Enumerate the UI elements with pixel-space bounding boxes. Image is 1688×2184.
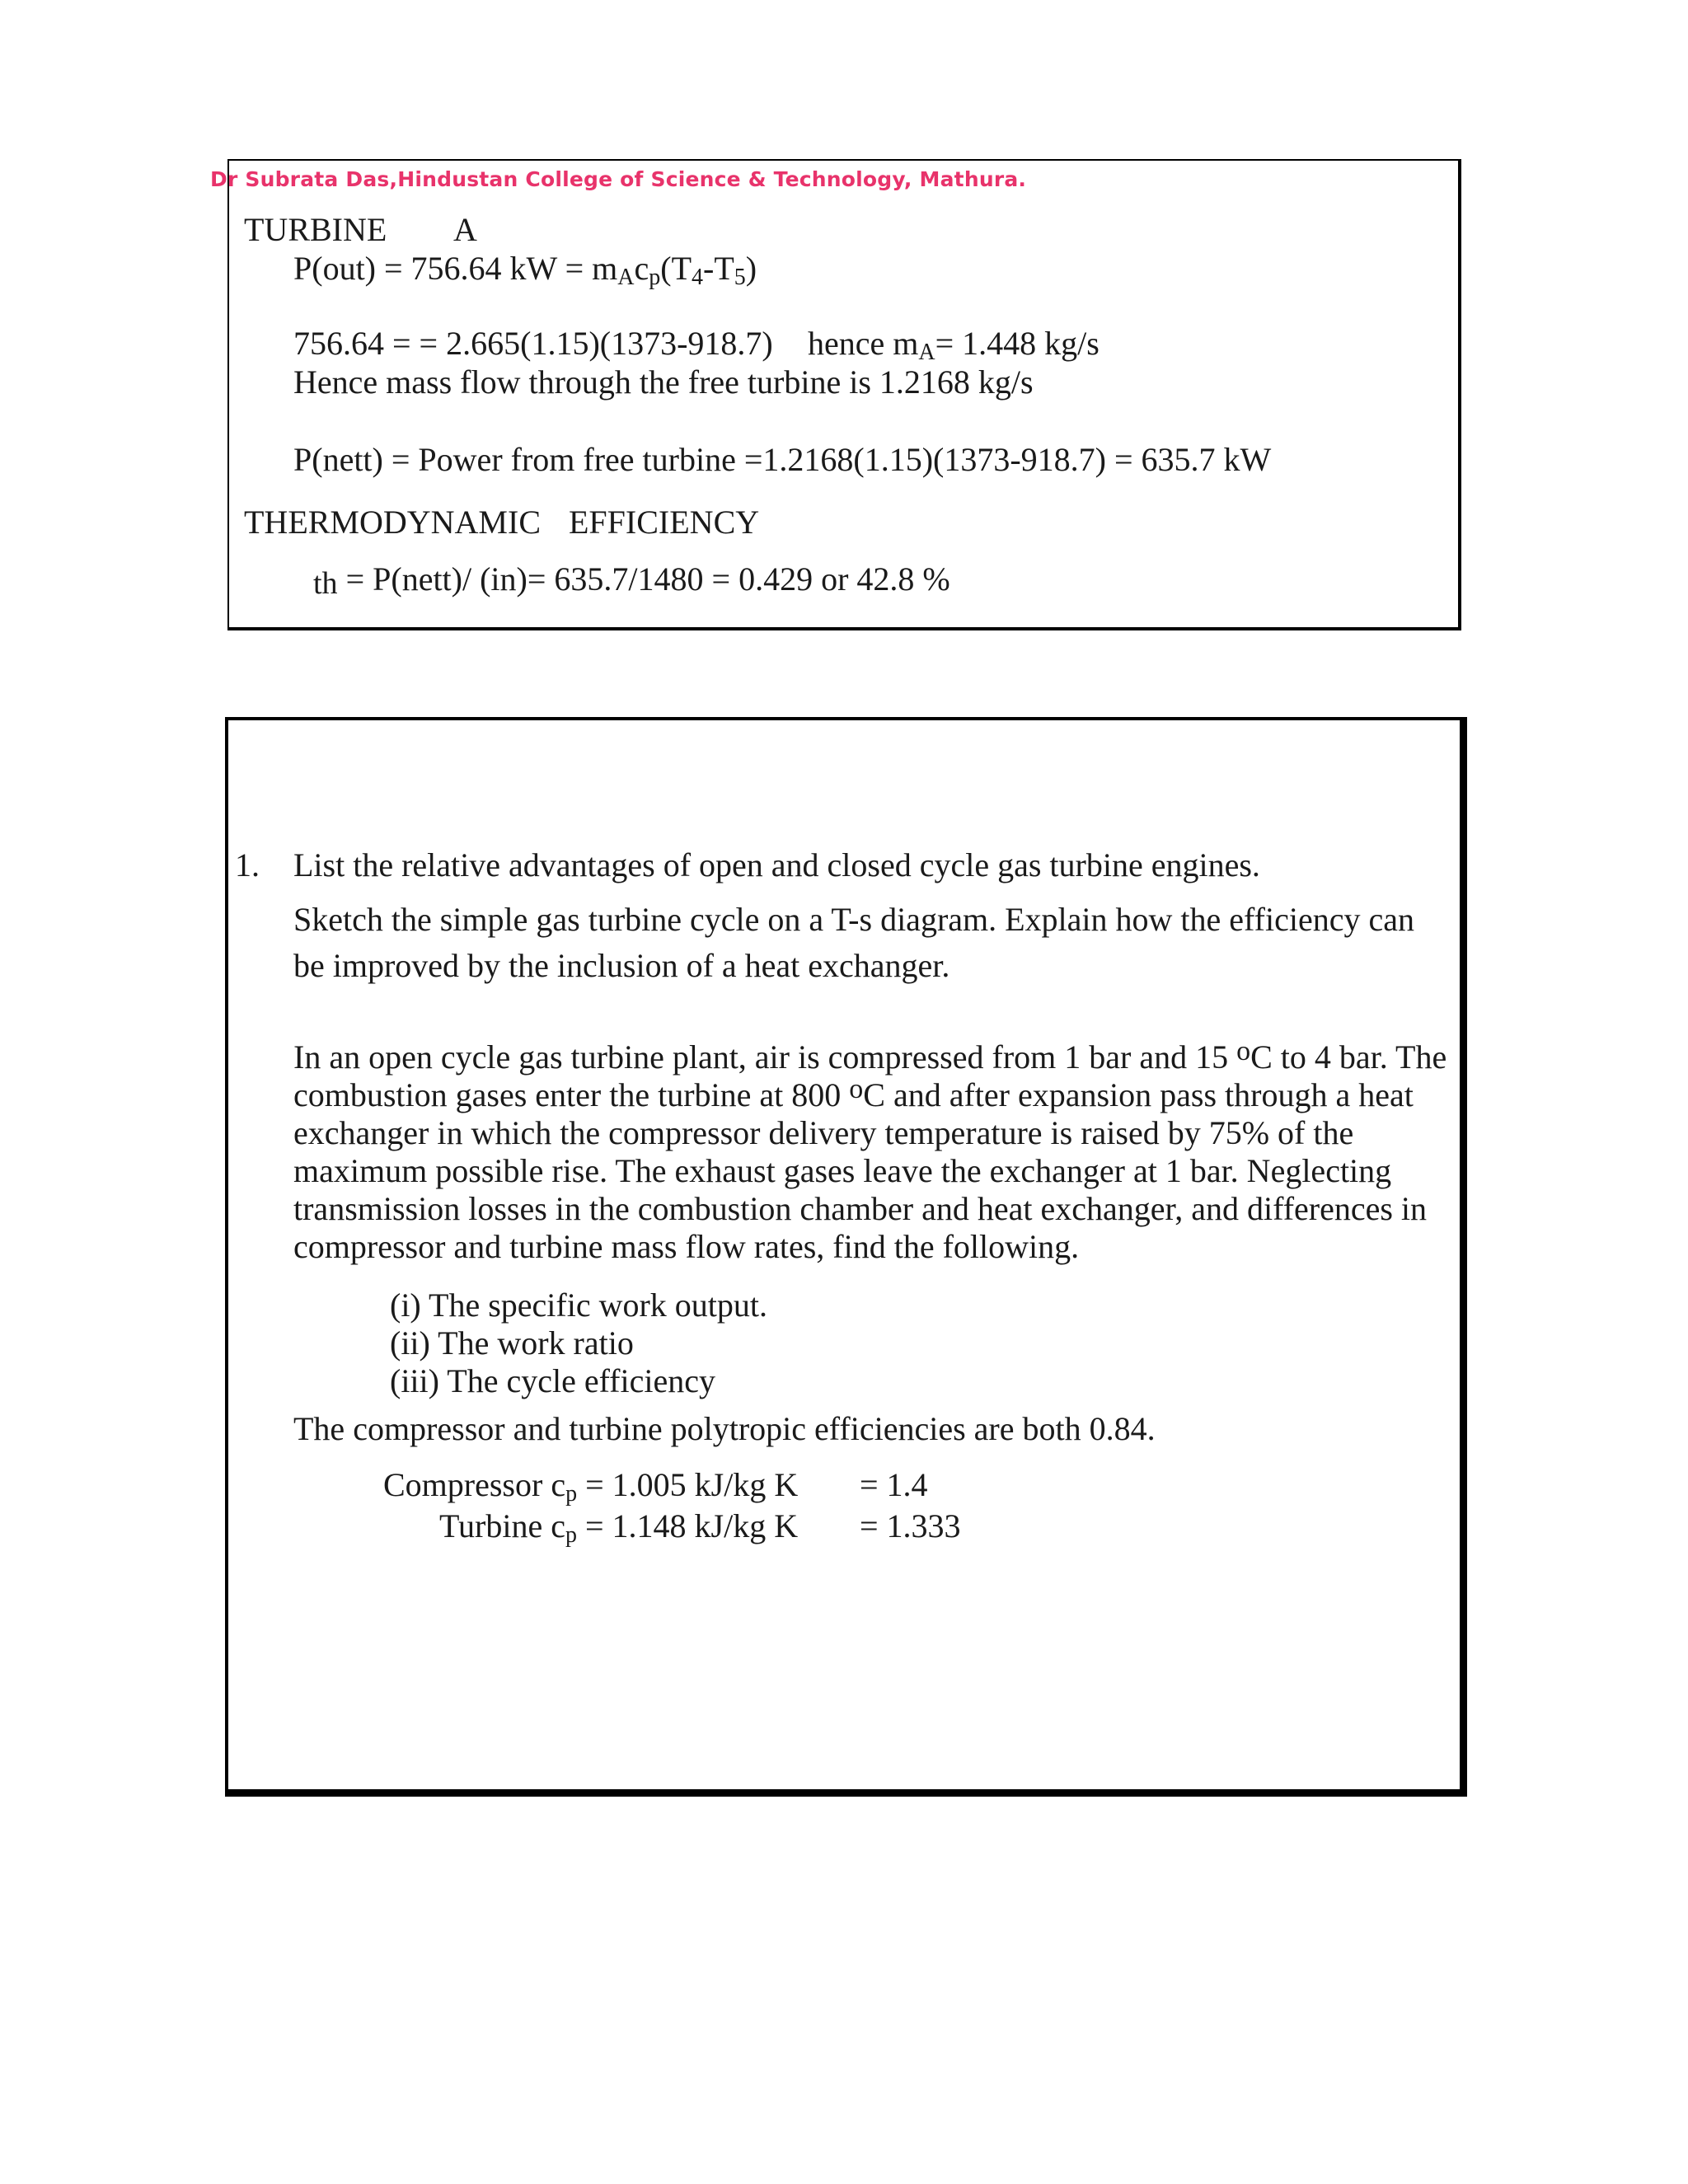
problem-line-5: transmission losses in the combustion chamber and heat exchanger, and differences in [293,1190,1428,1227]
question-number: 1. [235,846,260,883]
calc-line: 756.64 = = 2.665(1.15)(1373-918.7) [293,325,773,362]
problem-line-3: exchanger in which the compressor delivery temperature is raised by 75% of the [293,1114,1354,1151]
item-3: (iii) The cycle efficiency [390,1362,715,1399]
thermo-heading-a: THERMODYNAMIC [244,504,541,541]
compressor-cp: Compressor $c_p = 1.005$ kJ/kg K [383,1466,799,1507]
page-header: Dr Subrata Das,Hindustan College of Science & Technology, Mathura. [210,167,1027,191]
turbine-heading: TURBINE [244,211,387,248]
thermo-heading-b: EFFICIENCY [569,504,760,541]
problem-line-2: combustion gases enter the turbine at 800 $^o$C and after expansion pass through a heat [293,1074,1414,1113]
item-1: (i) The specific work output. [390,1286,768,1324]
problem-line-6: compressor and turbine mass flow rates, find the following. [293,1228,1080,1265]
power-nett: P(nett) = Power from free turbine =1.2168(1.15)(1373-918.7) = 635.7 kW [293,441,1272,478]
turbine-id: A [453,211,477,248]
mass-flow-a: hence $m_A= 1.448$ kg/s [808,325,1100,365]
question-line-3: be improved by the inclusion of a heat exchanger. [293,947,950,984]
question-line-2: Sketch the simple gas turbine cycle on a T-s diagram. Explain how the efficiency can [293,901,1414,938]
turbine-gamma: = 1.333 [860,1507,961,1544]
problem-line-4: maximum possible rise. The exhaust gases leave the exchanger at 1 bar. Neglecting [293,1152,1392,1189]
compressor-gamma: = 1.4 [860,1466,928,1503]
polytropic-efficiency: The compressor and turbine polytropic efficiencies are both 0.84. [293,1410,1156,1447]
mass-flow-free-turbine: Hence mass flow through the free turbine is 1.2168 kg/s [293,363,1034,401]
turbine-cp: Turbine $c_p = 1.148$ kJ/kg K [439,1507,799,1548]
power-out-equation: P(out) = 756.64 kW = $m_Ac_p(T_4-T_5)$ [293,250,757,290]
item-2: (ii) The work ratio [390,1324,634,1361]
efficiency-equation: $_{th}$ = P(nett)/ (in)= 635.7/1480 = 0.429 or 42.8 % [313,560,950,601]
question-line-1: List the relative advantages of open and closed cycle gas turbine engines. [293,846,1260,883]
problem-line-1: In an open cycle gas turbine plant, air is compressed from 1 bar and 15 $^o$C to 4 bar. The [293,1036,1447,1076]
